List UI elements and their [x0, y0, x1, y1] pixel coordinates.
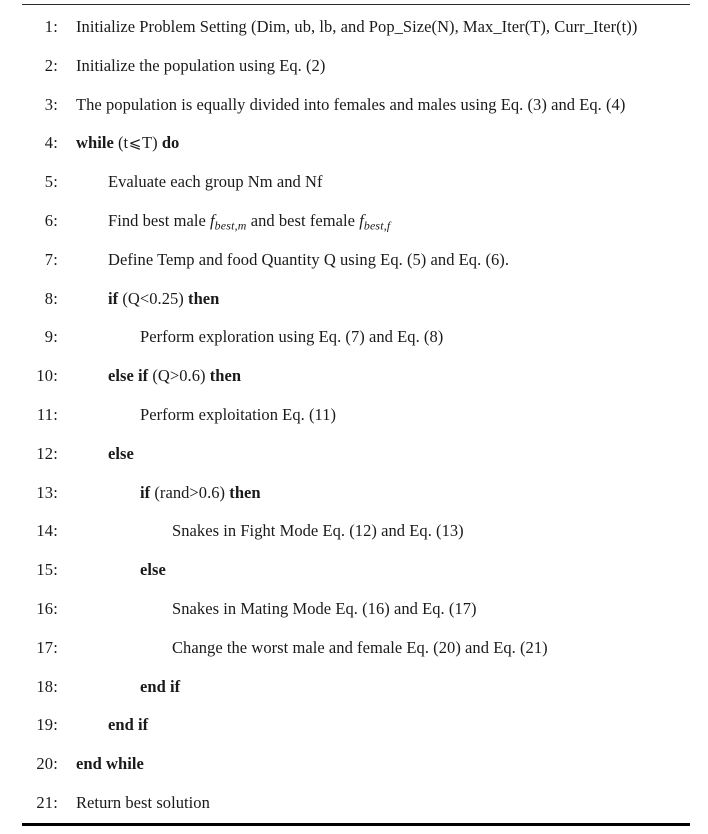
line-number: 2: [44, 55, 58, 75]
line-content [58, 47, 325, 86]
line-content [58, 590, 477, 629]
line-content [58, 86, 625, 125]
line-content [58, 280, 219, 319]
line-content [58, 745, 144, 784]
line-segment: then [188, 288, 220, 308]
line-segment: else [140, 560, 166, 580]
pseudocode-line [0, 396, 708, 435]
line-segment: (Q>0.6) [152, 366, 210, 386]
line-number: 13: [36, 482, 58, 502]
line-content [58, 706, 148, 745]
line-content [58, 512, 464, 551]
line-number: 9: [44, 327, 58, 347]
line-segment: end if [140, 676, 181, 696]
pseudocode-line [0, 8, 708, 47]
line-number: 16: [36, 598, 58, 618]
pseudocode-line [0, 47, 708, 86]
line-segment: end if [108, 715, 149, 735]
line-number: 7: [44, 249, 58, 269]
line-segment: Find best male [108, 210, 211, 230]
line-segment: do [161, 133, 180, 153]
pseudocode-line [0, 280, 708, 319]
line-content [58, 396, 336, 435]
bottom-horizontal-rule [22, 823, 690, 826]
line-content [58, 357, 241, 396]
line-content [58, 163, 323, 202]
line-segment: (t [118, 133, 129, 153]
line-segment: Snakes in Mating Mode Eq. (16) and Eq. (17) [172, 598, 477, 618]
line-content [58, 435, 134, 474]
line-number: 10: [36, 366, 58, 386]
line-segment: T) [141, 133, 162, 153]
line-segment: Change the worst male and female Eq. (20) and Eq. (21) [172, 637, 548, 657]
line-number: 15: [36, 560, 58, 580]
line-segment: Define Temp and food Quantity Q using Eq. (5) and Eq. (6). [108, 249, 510, 269]
pseudocode-line [0, 551, 708, 590]
line-segment: (Q<0.25) [122, 288, 189, 308]
pseudocode-line [0, 629, 708, 668]
line-segment: best,f [363, 218, 391, 233]
line-segment: Evaluate each group Nm and Nf [108, 172, 323, 192]
line-number: 19: [36, 715, 58, 735]
line-content [58, 202, 390, 245]
line-segment: Snakes in Fight Mode Eq. (12) and Eq. (13) [172, 521, 464, 541]
line-segment: (rand>0.6) [154, 482, 230, 502]
line-segment: then [229, 482, 261, 502]
line-content [58, 784, 210, 823]
line-content [58, 551, 166, 590]
line-segment: while [76, 133, 119, 153]
line-segment: The population is equally divided into females and males using Eq. (3) and Eq. (4) [76, 94, 626, 114]
line-segment: and best female [246, 210, 360, 230]
line-segment: else if [108, 366, 153, 386]
line-content [58, 241, 509, 280]
pseudocode-line [0, 241, 708, 280]
line-segment: Initialize Problem Setting (Dim, ub, lb, and Pop_Size(N), Max_Iter(T), Curr_Iter(t)) [76, 17, 638, 36]
line-segment: Perform exploitation Eq. (11) [140, 404, 337, 424]
line-segment: if [108, 288, 123, 308]
line-number: 12: [36, 443, 58, 463]
pseudocode-line [0, 318, 708, 357]
line-segment: Initialize the population using Eq. (2) [76, 55, 326, 75]
line-number: 21: [36, 792, 58, 812]
pseudocode-line [0, 435, 708, 474]
pseudocode-line [0, 512, 708, 551]
line-content [58, 474, 261, 513]
line-segment: ⩽ [128, 134, 142, 153]
line-segment: f [210, 210, 215, 230]
pseudocode-line [0, 357, 708, 396]
line-segment: if [140, 482, 155, 502]
line-segment: f [359, 210, 364, 230]
line-segment: Return best solution [76, 792, 210, 812]
line-segment: end while [76, 754, 144, 774]
pseudocode-line [0, 590, 708, 629]
line-number: 1: [44, 17, 58, 36]
line-segment: best,m [214, 218, 247, 233]
pseudocode-line [0, 706, 708, 745]
line-number: 18: [36, 676, 58, 696]
line-content [58, 8, 637, 47]
line-number: 3: [44, 94, 58, 114]
line-number: 11: [36, 404, 58, 424]
line-content [58, 668, 180, 707]
line-number: 14: [36, 521, 58, 541]
pseudocode-line [0, 86, 708, 125]
line-number: 6: [44, 210, 58, 230]
line-segment: Perform exploration using Eq. (7) and Eq. (8) [140, 327, 444, 347]
pseudocode-line [0, 784, 708, 823]
pseudocode-line [0, 163, 708, 202]
pseudocode-line [0, 745, 708, 784]
line-number: 4: [44, 133, 58, 153]
line-segment: else [108, 443, 134, 463]
line-content [58, 629, 548, 668]
line-segment: then [209, 366, 242, 386]
pseudocode-line [0, 202, 708, 241]
pseudocode-line [0, 668, 708, 707]
pseudocode-line [0, 474, 708, 513]
top-horizontal-rule [22, 4, 690, 5]
line-content [58, 318, 443, 357]
pseudocode-line-list [0, 8, 708, 823]
pseudocode-line [0, 124, 708, 163]
line-content [58, 124, 179, 163]
line-number: 20: [36, 754, 58, 774]
line-number: 8: [44, 288, 58, 308]
line-number: 5: [44, 172, 58, 192]
line-number: 17: [36, 637, 58, 657]
